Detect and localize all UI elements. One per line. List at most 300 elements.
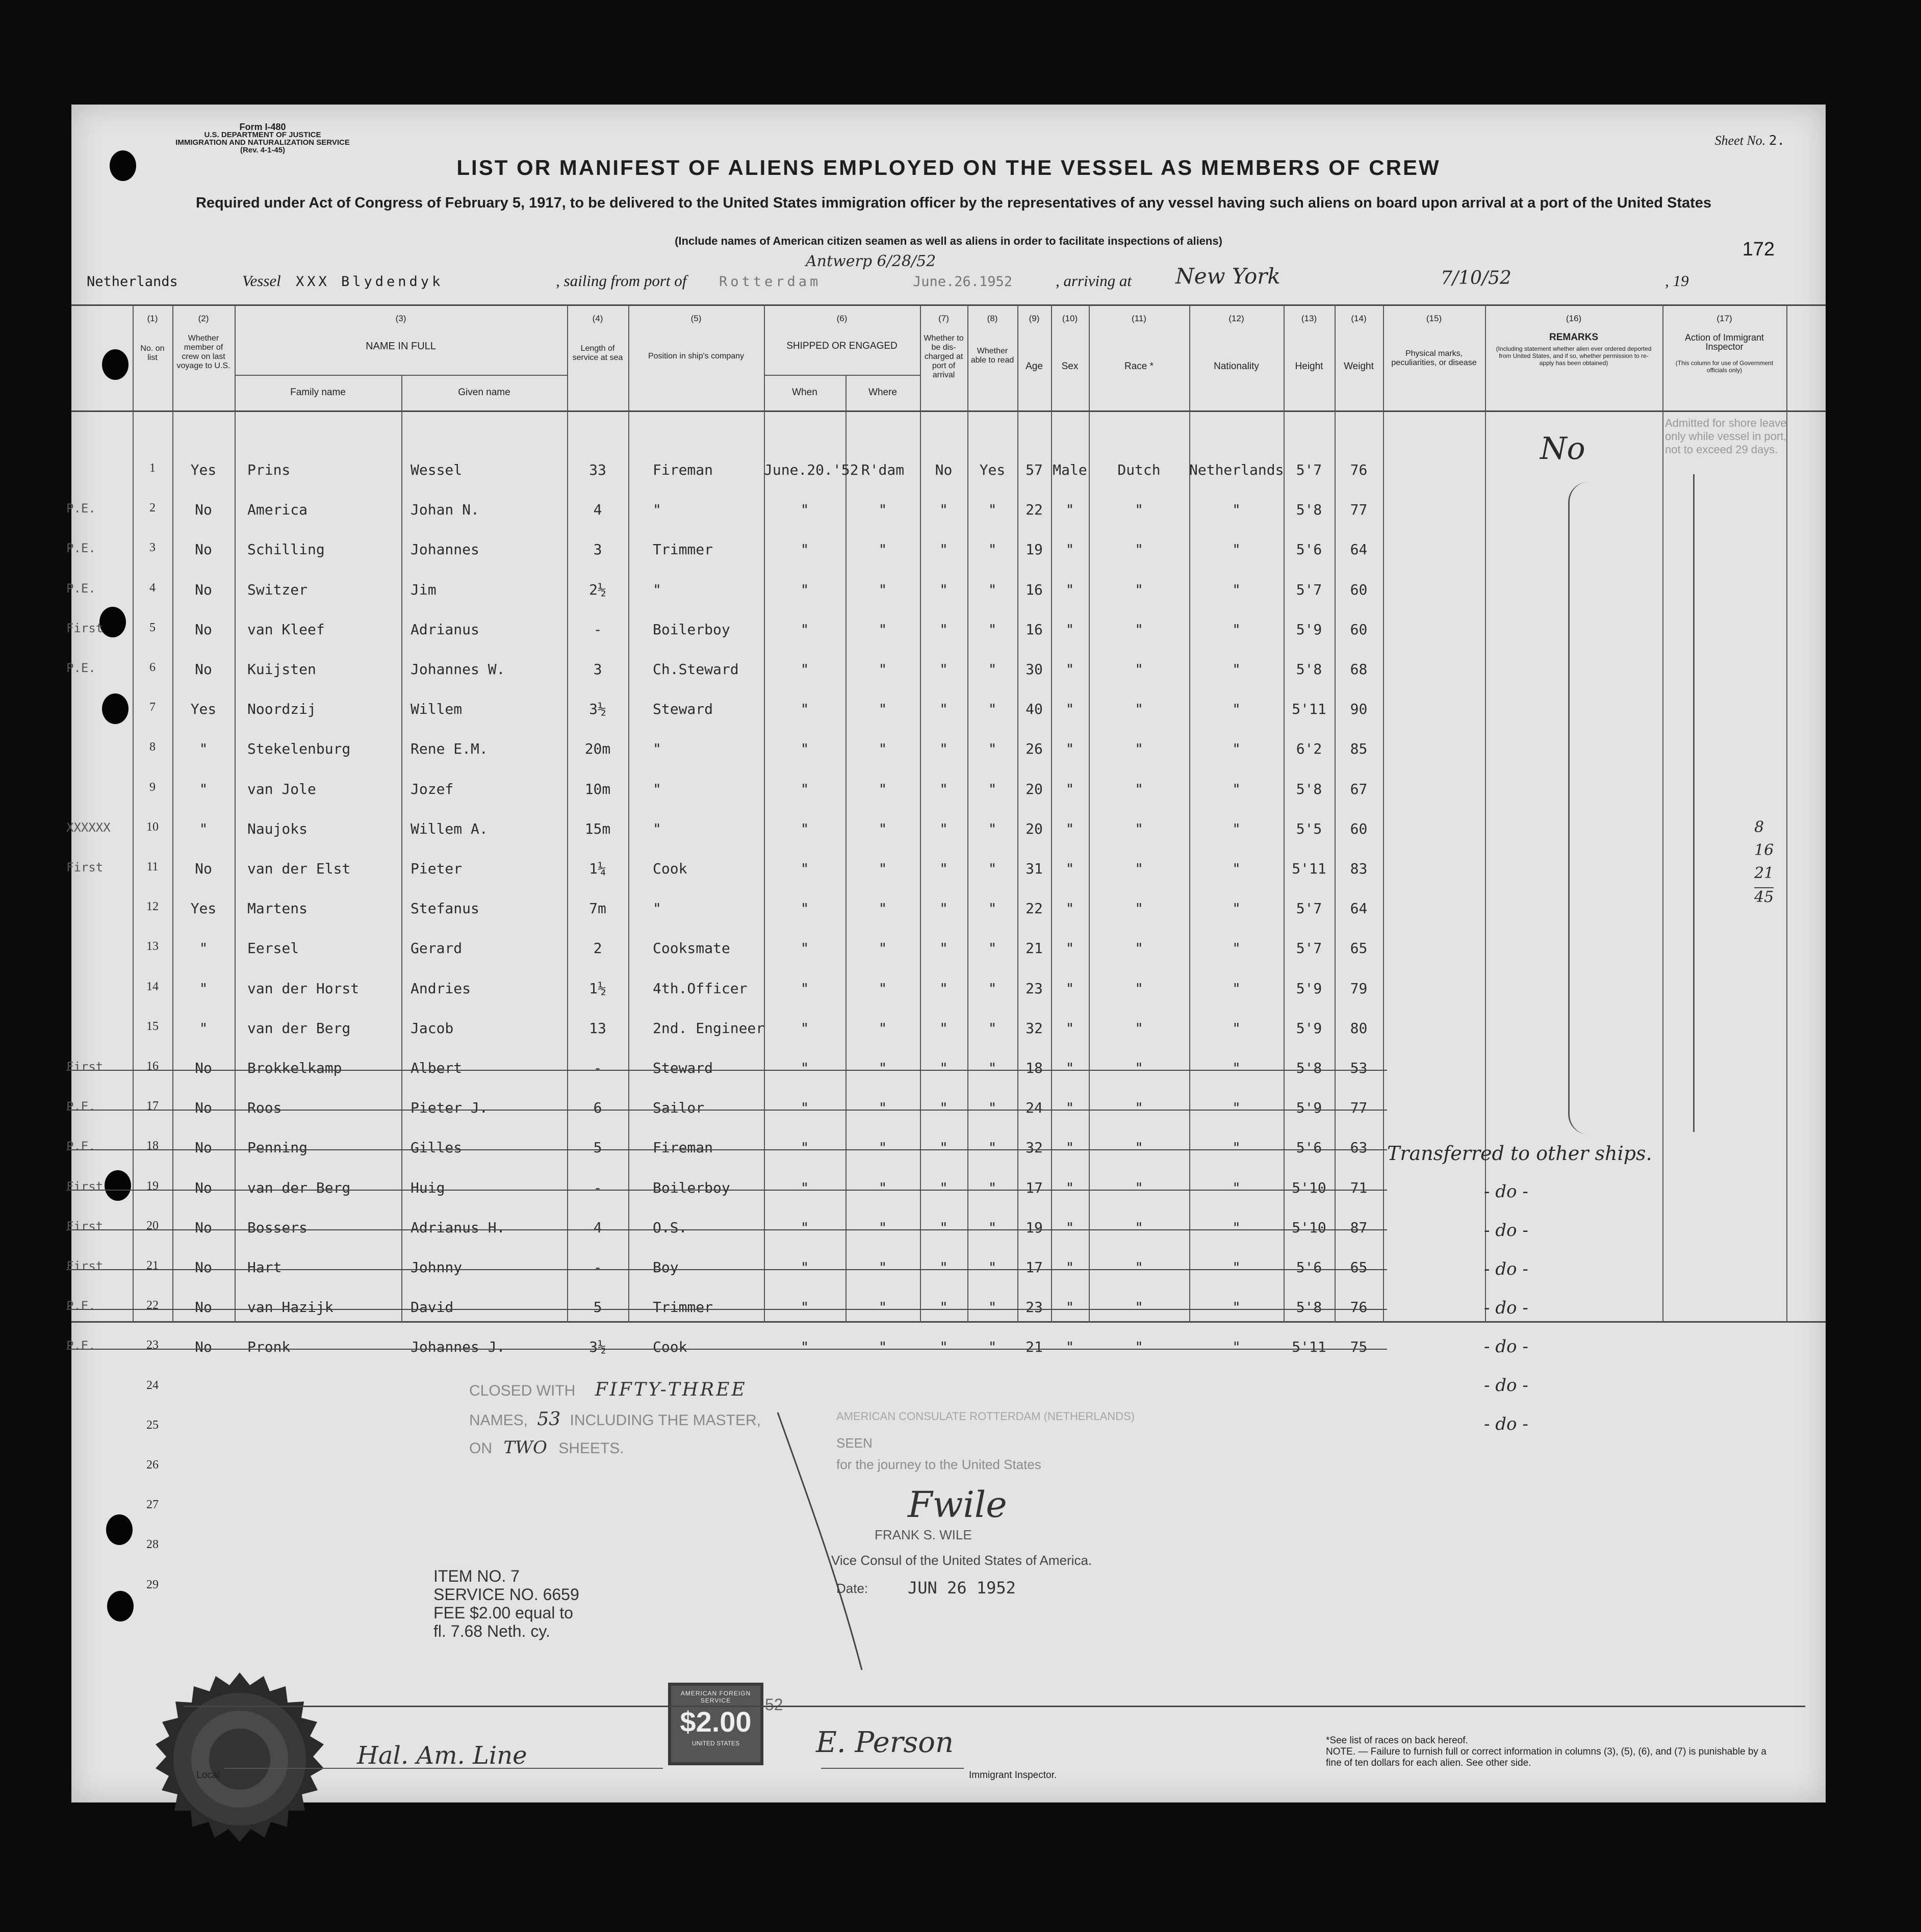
row-position: 4th.Officer — [653, 980, 748, 997]
inspector-signature: E. Person — [816, 1726, 954, 1759]
row-length-service: 4 — [593, 501, 602, 519]
row-given-name: Gerard — [411, 940, 463, 957]
row-able-to-read: " — [988, 1060, 997, 1076]
row-nationality: " — [1232, 1259, 1241, 1276]
header-bottom-border — [71, 410, 1826, 412]
row-position: O.S. — [653, 1219, 687, 1236]
row-family-name: Stekelenburg — [247, 740, 351, 758]
row-previous-voyage: " — [199, 980, 208, 997]
consulate-journey: for the journey to the United States — [836, 1457, 1041, 1472]
row-able-to-read: " — [988, 780, 997, 797]
row-discharged: " — [939, 1219, 948, 1236]
row-previous-voyage: No — [195, 581, 212, 598]
row-height: 5'8 — [1296, 1060, 1322, 1076]
row-length-service: 10m — [584, 780, 611, 797]
row-sex: " — [1065, 860, 1074, 877]
local-signature: Hal. Am. Line — [357, 1741, 527, 1770]
row-nationality: Netherlands — [1189, 461, 1284, 478]
row-given-name: Wessel — [411, 461, 463, 478]
inspector-signature-line — [821, 1768, 964, 1769]
pen-stroke — [775, 1410, 867, 1675]
row-discharged: " — [939, 661, 948, 678]
closed-names-label: NAMES, — [469, 1412, 528, 1429]
row-discharged: " — [939, 621, 948, 638]
row-discharged: " — [939, 541, 948, 558]
row-position: Cook — [653, 1338, 687, 1356]
header-inspector-note: (This column for use of Government officials only) — [1675, 359, 1774, 374]
row-height: 5'11 — [1292, 1338, 1326, 1356]
row-shipped-when: " — [800, 501, 809, 519]
row-length-service: - — [593, 1179, 602, 1196]
row-discharged: " — [939, 1099, 948, 1117]
row-shipped-when: " — [800, 1299, 809, 1316]
row-weight: 60 — [1350, 581, 1368, 598]
row-shipped-where: " — [878, 940, 887, 957]
row-prefix: P.E. — [66, 1099, 96, 1114]
row-given-name: Pieter — [411, 860, 463, 877]
vessel-label: Vessel — [242, 272, 281, 290]
row-length-service: 4 — [593, 1219, 602, 1236]
sheet-number — [1715, 133, 1785, 148]
row-weight: 65 — [1350, 1259, 1368, 1276]
row-previous-voyage: No — [195, 541, 212, 558]
row-number: 13 — [146, 940, 159, 954]
row-length-service: 6 — [593, 1099, 602, 1117]
col-number: (2) — [198, 314, 209, 323]
col-divider — [1335, 305, 1336, 1323]
row-able-to-read: " — [988, 621, 997, 638]
row-length-service: - — [593, 621, 602, 638]
row-number: 7 — [149, 701, 156, 714]
row-shipped-where: " — [878, 1299, 887, 1316]
row-previous-voyage: No — [195, 621, 212, 638]
row-sex: " — [1065, 1219, 1074, 1236]
col-divider — [1485, 305, 1486, 1323]
row-weight: 67 — [1350, 780, 1368, 797]
row-number: 19 — [146, 1179, 159, 1193]
row-race: " — [1135, 1019, 1143, 1037]
row-previous-voyage: " — [199, 780, 208, 797]
col-divider — [764, 305, 765, 1323]
vessel-flag: Netherlands — [87, 274, 178, 290]
col-divider — [1017, 305, 1018, 1323]
row-shipped-where: " — [878, 1060, 887, 1076]
row-shipped-when: " — [800, 740, 809, 758]
row-race: " — [1135, 581, 1143, 598]
col-number: (8) — [987, 314, 998, 323]
col-number: (9) — [1029, 314, 1040, 323]
punch-hole — [102, 349, 129, 380]
col-number: (10) — [1062, 314, 1078, 323]
row-family-name: Hart — [247, 1259, 282, 1276]
col-number: (6) — [836, 314, 848, 323]
sheet-label: Sheet No. — [1714, 133, 1766, 148]
row-weight: 87 — [1350, 1219, 1368, 1236]
row-discharged: " — [939, 1338, 948, 1356]
row-prefix: P.E. — [66, 581, 96, 596]
col-number: (7) — [938, 314, 949, 323]
closed-stamp-line3 — [469, 1437, 624, 1458]
row-height: 5'8 — [1296, 1299, 1322, 1316]
row-sex: " — [1065, 501, 1074, 519]
row-age: 19 — [1026, 1219, 1043, 1236]
row-height: 5'8 — [1296, 501, 1322, 519]
row-given-name: Johan N. — [411, 501, 479, 519]
row-age: 26 — [1026, 740, 1043, 758]
row-given-name: Adrianus H. — [411, 1219, 505, 1236]
row-position: Fireman — [653, 1139, 713, 1156]
row-discharged: " — [939, 1019, 948, 1037]
row-age: 23 — [1026, 980, 1043, 997]
row-race: " — [1135, 1259, 1143, 1276]
page-title: LIST OR MANIFEST OF ALIENS EMPLOYED ON THE VESSEL AS MEMBERS OF CREW — [456, 156, 1441, 179]
row-shipped-when: " — [800, 581, 809, 598]
row-shipped-when: " — [800, 820, 809, 837]
row-age: 21 — [1026, 1338, 1043, 1356]
note-text: — Failure to furnish full or correct information in columns (3), (5), (6), and (7) is punishable by a fine of ten dollars for each alien. See other side. — [1326, 1746, 1766, 1768]
row-able-to-read: " — [988, 1338, 997, 1356]
row-height: 5'9 — [1296, 621, 1322, 638]
row-weight: 76 — [1350, 1299, 1368, 1316]
row-age: 24 — [1026, 1099, 1043, 1117]
fee: FEE $2.00 equal to — [433, 1604, 573, 1622]
row-nationality: " — [1232, 581, 1241, 598]
col-divider — [628, 305, 629, 1323]
row-number: 5 — [149, 621, 156, 634]
strike-through — [66, 1309, 1387, 1310]
row-number: 12 — [146, 900, 159, 914]
row-weight: 60 — [1350, 820, 1368, 837]
row-family-name: Switzer — [247, 581, 308, 598]
row-age: 22 — [1026, 501, 1043, 519]
row-shipped-when: " — [800, 661, 809, 678]
row-given-name: Adrianus — [411, 621, 479, 638]
subtitle-note: (Include names of American citizen seamen as well as aliens in order to facilitate inspections of aliens) — [675, 235, 1222, 247]
row-given-name: David — [411, 1299, 454, 1316]
row-position: " — [653, 820, 661, 837]
row-shipped-when: " — [800, 1060, 809, 1076]
row-number: 16 — [146, 1060, 159, 1073]
row-family-name: America — [247, 501, 308, 519]
row-number: 17 — [146, 1099, 159, 1113]
consulate-header: AMERICAN CONSULATE ROTTERDAM (NETHERLANDS) — [836, 1410, 1135, 1423]
row-shipped-when: " — [800, 541, 809, 558]
row-shipped-where: " — [878, 621, 887, 638]
row-discharged: " — [939, 501, 948, 519]
row-shipped-when: " — [800, 1338, 809, 1356]
row-family-name: Schilling — [247, 541, 325, 558]
row-height: 5'5 — [1296, 820, 1322, 837]
row-height: 5'8 — [1296, 661, 1322, 678]
row-height: 5'11 — [1292, 701, 1326, 718]
fee-guilders: fl. 7.68 Neth. cy. — [433, 1622, 550, 1640]
row-length-service: 7m — [589, 900, 606, 917]
row-previous-voyage: " — [199, 820, 208, 837]
form-identifier — [140, 123, 385, 154]
row-nationality: " — [1232, 1060, 1241, 1076]
row-given-name: Willem A. — [411, 820, 488, 837]
row-age: 40 — [1026, 701, 1043, 718]
name-sub-rule — [235, 375, 567, 376]
row-able-to-read: " — [988, 1179, 997, 1196]
remark-ditto: - do - — [1484, 1414, 1528, 1434]
row-height: 5'7 — [1296, 581, 1322, 598]
punch-hole — [107, 1591, 134, 1621]
row-nationality: " — [1232, 621, 1241, 638]
revenue-stamp-top: AMERICAN FOREIGN SERVICE — [680, 1690, 751, 1704]
row-shipped-when: June.20.'52 — [764, 461, 859, 478]
row-number: 21 — [146, 1259, 159, 1272]
row-position: Cook — [653, 860, 687, 877]
row-given-name: Albert — [411, 1060, 463, 1076]
row-length-service: 3 — [593, 661, 602, 678]
row-weight: 76 — [1350, 461, 1368, 478]
row-able-to-read: " — [988, 701, 997, 718]
row-number: 20 — [146, 1219, 159, 1232]
row-length-service: 1¼ — [589, 860, 606, 877]
row-able-to-read: " — [988, 581, 997, 598]
row-previous-voyage: No — [195, 501, 212, 519]
row-prefix: P.E. — [66, 541, 96, 556]
row-race: " — [1135, 1338, 1143, 1356]
row-age: 21 — [1026, 940, 1043, 957]
header-physical-marks: Physical marks, peculiarities, or disease — [1391, 349, 1477, 367]
row-race: " — [1135, 780, 1143, 797]
row-nationality: " — [1232, 501, 1241, 519]
strike-through — [66, 1269, 1387, 1270]
row-race: " — [1135, 740, 1143, 758]
row-prefix: P.E. — [66, 1338, 96, 1353]
strike-through — [66, 1070, 1387, 1071]
row-prefix: P.E. — [66, 661, 96, 675]
row-position: Boy — [653, 1259, 679, 1276]
col-number: (16) — [1566, 314, 1582, 323]
header-length-service: Length of service at sea — [572, 344, 623, 362]
row-given-name: Huig — [411, 1179, 445, 1196]
row-sex: " — [1065, 980, 1074, 997]
punch-hole — [102, 693, 129, 724]
remark-ditto: - do - — [1484, 1220, 1528, 1241]
row-previous-voyage: No — [195, 1099, 212, 1117]
header-inspector-action: Action of Immigrant Inspector — [1684, 332, 1764, 352]
row-number: 15 — [146, 1019, 159, 1033]
row-able-to-read: " — [988, 820, 997, 837]
header-given-name: Given name — [458, 387, 510, 398]
row-sex: " — [1065, 1299, 1074, 1316]
row-prefix: First — [66, 621, 104, 635]
row-shipped-where: " — [878, 1139, 887, 1156]
row-sex: " — [1065, 621, 1074, 638]
row-able-to-read: " — [988, 1019, 997, 1037]
header-where: Where — [868, 387, 897, 398]
row-able-to-read: " — [988, 740, 997, 758]
row-previous-voyage: Yes — [190, 701, 217, 718]
row-weight: 68 — [1350, 661, 1368, 678]
row-height: 5'11 — [1292, 860, 1326, 877]
consul-signature: Fwile — [908, 1484, 1007, 1526]
row-shipped-where: " — [878, 541, 887, 558]
header-family-name: Family name — [290, 387, 346, 398]
row-shipped-when: " — [800, 940, 809, 957]
header-remarks-note: (Including statement whether alien ever ordered deported from United States, and if so, whether permission to re-apply has been obtained) — [1496, 345, 1652, 367]
year-label: , 19 — [1665, 272, 1689, 290]
row-length-service: 5 — [593, 1299, 602, 1316]
row-discharged: " — [939, 1179, 948, 1196]
row-given-name: Johannes — [411, 541, 479, 558]
row-shipped-where: " — [878, 1019, 887, 1037]
shipped-sub-rule — [764, 375, 920, 376]
arrival-port: New York — [1175, 264, 1280, 289]
row-race: " — [1135, 1060, 1143, 1076]
row-family-name: van Hazijk — [247, 1299, 334, 1316]
row-sex: " — [1065, 661, 1074, 678]
row-discharged: " — [939, 701, 948, 718]
closed-sheet-count: TWO — [503, 1437, 547, 1458]
row-previous-voyage: No — [195, 1179, 212, 1196]
row-nationality: " — [1232, 701, 1241, 718]
row-nationality: " — [1232, 1179, 1241, 1196]
row-prefix: P.E. — [66, 501, 96, 516]
row-sex: " — [1065, 1179, 1074, 1196]
row-sex: " — [1065, 820, 1074, 837]
row-race: " — [1135, 661, 1143, 678]
row-age: 23 — [1026, 1299, 1043, 1316]
row-position: Sailor — [653, 1099, 705, 1117]
row-nationality: " — [1232, 1139, 1241, 1156]
local-label: Local — [196, 1770, 220, 1781]
row-number: 22 — [146, 1299, 159, 1312]
row-race: " — [1135, 541, 1143, 558]
col-number: (3) — [395, 314, 406, 323]
row-nationality: " — [1232, 1299, 1241, 1316]
row-weight: 53 — [1350, 1060, 1368, 1076]
row-race: " — [1135, 501, 1143, 519]
row-shipped-when: " — [800, 701, 809, 718]
remark-ditto: - do - — [1484, 1298, 1528, 1318]
row-age: 31 — [1026, 860, 1043, 877]
row-given-name: Johannes W. — [411, 661, 505, 678]
row-weight: 64 — [1350, 900, 1368, 917]
row-nationality: " — [1232, 1219, 1241, 1236]
row-shipped-where: " — [878, 1179, 887, 1196]
sailing-label: , sailing from port of — [556, 272, 687, 290]
row-given-name: Willem — [411, 701, 463, 718]
row-shipped-where: " — [878, 1259, 887, 1276]
col-divider — [967, 305, 968, 1323]
col-divider — [567, 305, 568, 1323]
row-family-name: van der Berg — [247, 1179, 351, 1196]
row-shipped-where: " — [878, 661, 887, 678]
row-discharged: " — [939, 1259, 948, 1276]
row-family-name: Pronk — [247, 1338, 291, 1356]
row-number: 9 — [149, 780, 156, 794]
row-shipped-when: " — [800, 780, 809, 797]
row-previous-voyage: No — [195, 1060, 212, 1076]
consul-date: JUN 26 1952 — [908, 1578, 1016, 1598]
row-shipped-when: " — [800, 1139, 809, 1156]
form-number: Form I-480 — [239, 122, 286, 132]
row-age: 17 — [1026, 1179, 1043, 1196]
row-family-name: van der Berg — [247, 1019, 351, 1037]
row-given-name: Jozef — [411, 780, 454, 797]
row-number: 28 — [146, 1538, 159, 1552]
service-number: SERVICE NO. 6659 — [433, 1585, 579, 1604]
closed-including: INCLUDING THE MASTER, — [570, 1412, 761, 1429]
row-able-to-read: " — [988, 1139, 997, 1156]
row-discharged: " — [939, 900, 948, 917]
manifest-sheet — [66, 105, 1826, 1802]
departure-date: June.26.1952 — [913, 274, 1013, 290]
row-length-service: 2 — [593, 940, 602, 957]
row-number: 11 — [146, 860, 159, 873]
row-shipped-when: " — [800, 1259, 809, 1276]
row-weight: 80 — [1350, 1019, 1368, 1037]
row-given-name: Jacob — [411, 1019, 454, 1037]
row-previous-voyage: No — [195, 1259, 212, 1276]
note-label: NOTE. — [1326, 1746, 1356, 1757]
row-discharged: " — [939, 581, 948, 598]
consul-date-label: Date: — [836, 1581, 868, 1596]
row-height: 5'10 — [1292, 1179, 1326, 1196]
row-height: 6'2 — [1296, 740, 1322, 758]
punch-hole — [106, 1514, 133, 1545]
row-position: Ch.Steward — [653, 661, 739, 678]
row-family-name: van Kleef — [247, 621, 325, 638]
row-race: " — [1135, 900, 1143, 917]
row-height: 5'8 — [1296, 780, 1322, 797]
row-race: " — [1135, 701, 1143, 718]
row-length-service: 15m — [584, 820, 611, 837]
row-race: " — [1135, 860, 1143, 877]
remark-ditto: - do - — [1484, 1259, 1528, 1279]
col-divider — [1662, 305, 1663, 1323]
row-given-name: Gilles — [411, 1139, 463, 1156]
row-number: 24 — [146, 1378, 159, 1392]
vessel-name: XXX Blydendyk — [296, 274, 444, 290]
row-family-name: Martens — [247, 900, 308, 917]
row-shipped-where: R'dam — [861, 461, 905, 478]
row-able-to-read: " — [988, 541, 997, 558]
row-family-name: Kuijsten — [247, 661, 316, 678]
remark-transferred: Transferred to other ships. — [1387, 1142, 1652, 1165]
strike-through — [66, 1349, 1387, 1350]
row-shipped-where: " — [878, 980, 887, 997]
revenue-stamp-bottom: UNITED STATES — [692, 1740, 739, 1747]
row-shipped-where: " — [878, 780, 887, 797]
row-shipped-where: " — [878, 1219, 887, 1236]
col-divider — [1284, 305, 1285, 1323]
row-race: " — [1135, 1139, 1143, 1156]
row-shipped-when: " — [800, 621, 809, 638]
row-previous-voyage: No — [195, 661, 212, 678]
row-height: 5'7 — [1296, 461, 1322, 478]
row-discharged: " — [939, 820, 948, 837]
row-discharged: No — [935, 461, 953, 478]
row-family-name: Prins — [247, 461, 291, 478]
row-number: 10 — [146, 820, 159, 834]
row-prefix: XXXXXX — [66, 820, 111, 835]
form-rev: (Rev. 4-1-45) — [240, 146, 286, 154]
inspector-shore-leave-stamp: Admitted for shore leave only while vessel in port, not to exceed 29 days. — [1665, 417, 1787, 456]
row-length-service: - — [593, 1259, 602, 1276]
row-shipped-where: " — [878, 501, 887, 519]
remark-ditto: - do - — [1484, 1336, 1528, 1357]
row-prefix: P.E. — [66, 1139, 96, 1154]
row-previous-voyage: " — [199, 1019, 208, 1037]
row-age: 32 — [1026, 1139, 1043, 1156]
row-family-name: van der Elst — [247, 860, 351, 877]
header-weight: Weight — [1344, 361, 1374, 372]
